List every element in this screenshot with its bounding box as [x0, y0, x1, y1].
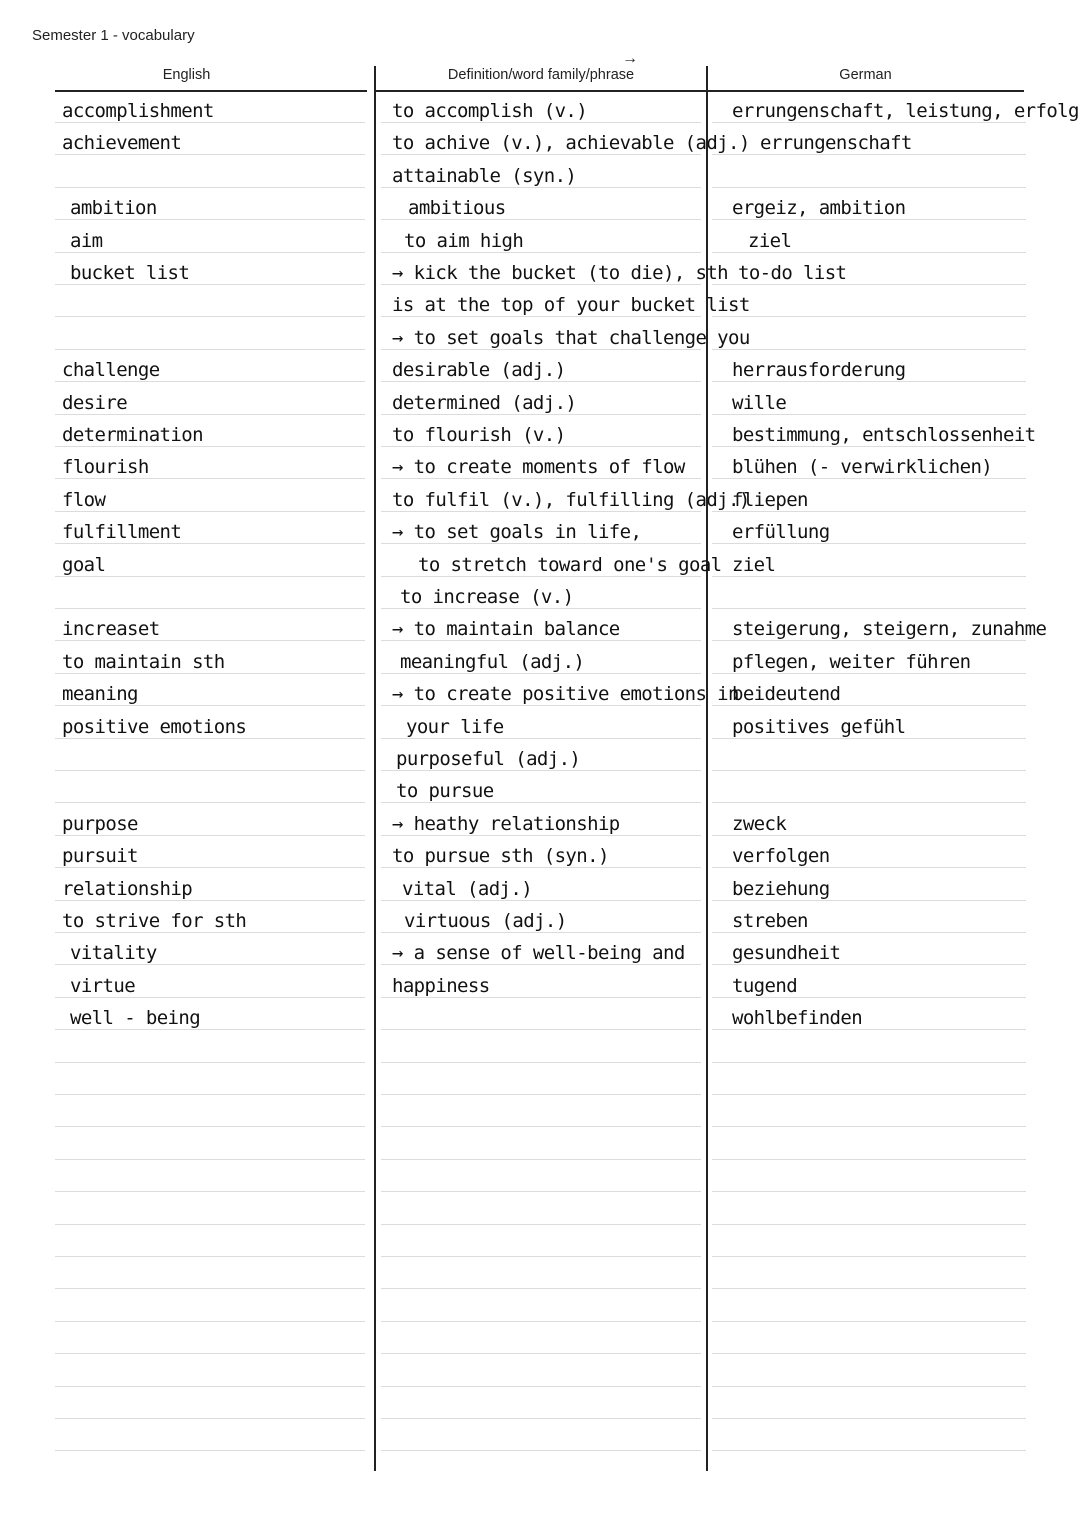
ruled-line — [712, 608, 1026, 609]
ruled-line — [55, 511, 365, 512]
ruled-line — [381, 543, 701, 544]
definition-entry: → to create moments of flow — [392, 456, 685, 479]
ruled-line — [55, 219, 365, 220]
definition-entry: determined (adj.) — [392, 391, 577, 414]
ruled-line — [712, 1224, 1026, 1225]
german-translation: herrausforderung — [732, 359, 906, 382]
ruled-line — [381, 1450, 701, 1451]
english-term: virtue — [70, 974, 136, 997]
definition-entry: virtuous (adj.) — [404, 910, 567, 932]
ruled-line — [55, 252, 365, 253]
english-column-header: English — [162, 67, 211, 83]
ruled-line — [55, 770, 365, 771]
ruled-line — [55, 738, 365, 739]
ruled-line — [712, 1450, 1026, 1451]
ruled-line — [381, 673, 701, 674]
ruled-line — [381, 349, 701, 350]
ruled-line — [55, 1159, 365, 1160]
german-translation: blühen (- verwirklichen) — [732, 456, 993, 479]
english-term: determination — [62, 424, 203, 446]
ruled-line — [55, 381, 365, 382]
ruled-line — [55, 316, 365, 317]
ruled-line — [712, 1126, 1026, 1127]
english-term: challenge — [62, 359, 160, 382]
ruled-line — [381, 1353, 701, 1354]
ruled-line — [712, 867, 1026, 868]
definition-entry: → to set goals in life, — [392, 521, 642, 544]
ruled-line — [55, 1256, 365, 1257]
ruled-line — [381, 1256, 701, 1257]
ruled-line — [712, 414, 1026, 415]
german-translation: verfolgen — [732, 845, 830, 868]
ruled-line — [712, 187, 1026, 188]
definition-entry: → heathy relationship — [392, 812, 620, 835]
ruled-line — [55, 1126, 365, 1127]
ruled-line — [381, 252, 701, 253]
english-term: pursuit — [62, 845, 138, 868]
german-translation: tugend — [732, 974, 798, 997]
ruled-line — [381, 802, 701, 803]
definition-entry: to aim high — [404, 229, 524, 252]
ruled-line — [55, 608, 365, 609]
english-term: well - being — [70, 1007, 201, 1030]
ruled-line — [712, 446, 1026, 447]
definition-entry: to increase (v.) — [400, 586, 574, 608]
ruled-line — [712, 1418, 1026, 1419]
ruled-line — [381, 1094, 701, 1095]
german-translation: zweck — [732, 812, 787, 835]
ruled-line — [55, 1450, 365, 1451]
ruled-line — [712, 543, 1026, 544]
ruled-line — [712, 284, 1026, 285]
ruled-line — [381, 1062, 701, 1063]
ruled-line — [712, 219, 1026, 220]
definition-entry: → a sense of well-being and — [392, 942, 685, 965]
ruled-line — [55, 1062, 365, 1063]
german-translation: positives gefühl — [732, 715, 906, 738]
arrow-annotation-icon: → — [622, 50, 638, 67]
definition-entry: to flourish (v.) — [392, 424, 566, 446]
german-translation: fliepen — [732, 488, 808, 511]
ruled-line — [381, 1386, 701, 1387]
english-term: ambition — [70, 197, 157, 220]
ruled-line — [712, 932, 1026, 933]
ruled-line — [55, 997, 365, 998]
english-term: desire — [62, 391, 128, 414]
definition-entry: your life — [406, 715, 504, 738]
ruled-line — [381, 1288, 701, 1289]
definition-entry: desirable (adj.) — [392, 359, 566, 382]
ruled-line — [381, 1029, 701, 1030]
ruled-line — [55, 284, 365, 285]
page-title: Semester 1 - vocabulary — [32, 27, 195, 44]
english-term: to maintain sth — [62, 650, 225, 673]
ruled-line — [712, 381, 1026, 382]
german-translation: beziehung — [732, 877, 830, 900]
ruled-line — [712, 1353, 1026, 1354]
definition-entry: → to create positive emotions in — [392, 683, 739, 706]
ruled-line — [712, 1256, 1026, 1257]
ruled-line — [381, 1321, 701, 1322]
ruled-line — [712, 511, 1026, 512]
definition-entry: → kick the bucket (to die), sth — [392, 262, 729, 284]
ruled-line — [381, 1418, 701, 1419]
definition-entry: to pursue — [396, 780, 494, 803]
ruled-line — [381, 900, 701, 901]
definition-entry: to stretch toward one's goal — [418, 553, 722, 576]
ruled-line — [55, 1353, 365, 1354]
english-term: meaning — [62, 683, 138, 706]
definition-entry: → to set goals that challenge you — [392, 326, 750, 349]
english-term: goal — [62, 553, 106, 576]
english-term: accomplishment — [62, 100, 214, 122]
ruled-line — [381, 770, 701, 771]
ruled-line — [55, 1321, 365, 1322]
ruled-line — [381, 284, 701, 285]
definition-entry: to pursue sth (syn.) — [392, 845, 609, 868]
definition-column-header: Definition/word family/phrase — [447, 67, 635, 83]
definition-entry: is at the top of your bucket list — [392, 294, 750, 317]
ruled-line — [55, 932, 365, 933]
ruled-line — [55, 414, 365, 415]
ruled-line — [55, 1191, 365, 1192]
definition-entry: attainable (syn.) — [392, 164, 577, 187]
german-translation: ergeiz, ambition — [732, 197, 906, 220]
german-translation: to-do list — [738, 262, 847, 284]
ruled-line — [381, 511, 701, 512]
ruled-line — [55, 478, 365, 479]
ruled-line — [381, 738, 701, 739]
ruled-line — [381, 446, 701, 447]
ruled-line — [381, 1159, 701, 1160]
definition-entry: vital (adj.) — [402, 877, 533, 900]
ruled-line — [381, 932, 701, 933]
ruled-line — [712, 252, 1026, 253]
ruled-line — [55, 900, 365, 901]
ruled-line — [55, 673, 365, 674]
ruled-line — [712, 738, 1026, 739]
ruled-line — [712, 1159, 1026, 1160]
ruled-line — [55, 187, 365, 188]
ruled-line — [55, 543, 365, 544]
ruled-line — [712, 1094, 1026, 1095]
german-translation: streben — [732, 910, 808, 932]
definition-entry: → to maintain balance — [392, 618, 620, 641]
german-translation: pflegen, weiter führen — [732, 650, 971, 673]
ruled-line — [55, 1386, 365, 1387]
german-translation: bestimmung, entschlossenheit — [732, 424, 1036, 446]
ruled-line — [712, 349, 1026, 350]
ruled-line — [55, 1094, 365, 1095]
ruled-line — [712, 576, 1026, 577]
german-translation: erfüllung — [732, 521, 830, 544]
german-translation: ziel — [732, 553, 776, 576]
english-term: to strive for sth — [62, 910, 247, 932]
ruled-line — [381, 381, 701, 382]
german-column-header: German — [839, 67, 892, 83]
ruled-line — [55, 154, 365, 155]
ruled-line — [712, 1386, 1026, 1387]
ruled-line — [712, 1062, 1026, 1063]
ruled-line — [55, 1029, 365, 1030]
ruled-line — [712, 835, 1026, 836]
ruled-line — [381, 1224, 701, 1225]
english-term: increaset — [62, 618, 160, 641]
ruled-line — [712, 997, 1026, 998]
english-term: relationship — [62, 877, 193, 900]
definition-entry: to fulfil (v.), fulfilling (adj.) — [392, 488, 750, 511]
english-term: vitality — [70, 942, 157, 965]
ruled-line — [55, 1418, 365, 1419]
ruled-line — [712, 640, 1026, 641]
german-translation: beideutend — [732, 683, 841, 706]
ruled-line — [381, 705, 701, 706]
german-translation: wille — [732, 391, 787, 414]
ruled-line — [55, 640, 365, 641]
ruled-line — [381, 964, 701, 965]
ruled-line — [712, 705, 1026, 706]
ruled-line — [381, 154, 701, 155]
english-term: aim — [70, 229, 103, 252]
definition-entry: to accomplish (v.) — [392, 100, 588, 122]
ruled-line — [712, 673, 1026, 674]
ruled-line — [712, 316, 1026, 317]
ruled-line — [381, 997, 701, 998]
german-translation: errungenschaft, leistung, erfolg — [732, 100, 1079, 122]
german-translation: gesundheit — [732, 942, 841, 965]
ruled-line — [381, 608, 701, 609]
ruled-line — [712, 1321, 1026, 1322]
ruled-line — [381, 867, 701, 868]
ruled-line — [55, 349, 365, 350]
definition-entry: purposeful (adj.) — [396, 748, 581, 770]
ruled-line — [55, 964, 365, 965]
ruled-line — [381, 187, 701, 188]
ruled-line — [712, 122, 1026, 123]
ruled-line — [381, 219, 701, 220]
ruled-line — [712, 1029, 1026, 1030]
ruled-line — [712, 478, 1026, 479]
ruled-line — [55, 1224, 365, 1225]
ruled-line — [381, 122, 701, 123]
german-translation: steigerung, steigern, zunahme — [732, 618, 1047, 641]
definition-entry: ambitious — [408, 197, 506, 220]
german-translation: wohlbefinden — [732, 1007, 863, 1030]
ruled-line — [55, 122, 365, 123]
ruled-line — [55, 446, 365, 447]
ruled-line — [381, 576, 701, 577]
ruled-line — [712, 154, 1026, 155]
english-term: purpose — [62, 812, 138, 835]
english-term: fulfillment — [62, 521, 182, 544]
english-term: positive emotions — [62, 715, 247, 738]
ruled-line — [381, 414, 701, 415]
ruled-line — [381, 1126, 701, 1127]
ruled-line — [381, 478, 701, 479]
ruled-line — [712, 802, 1026, 803]
english-term: bucket list — [70, 262, 190, 284]
ruled-line — [55, 835, 365, 836]
ruled-line — [381, 640, 701, 641]
ruled-line — [55, 867, 365, 868]
ruled-line — [381, 316, 701, 317]
english-term: achievement — [62, 132, 182, 155]
ruled-line — [712, 1288, 1026, 1289]
ruled-line — [55, 802, 365, 803]
ruled-line — [55, 705, 365, 706]
english-term: flourish — [62, 456, 149, 479]
ruled-line — [712, 964, 1026, 965]
ruled-line — [712, 900, 1026, 901]
ruled-line — [712, 770, 1026, 771]
ruled-line — [55, 1288, 365, 1289]
definition-entry: meaningful (adj.) — [400, 650, 585, 673]
definition-entry: to achive (v.), achievable (adj.) — [392, 132, 750, 155]
ruled-line — [381, 835, 701, 836]
german-translation: errungenschaft — [760, 132, 912, 155]
ruled-line — [712, 1191, 1026, 1192]
definition-entry: happiness — [392, 974, 490, 997]
ruled-line — [381, 1191, 701, 1192]
german-translation: ziel — [748, 229, 792, 252]
ruled-line — [55, 576, 365, 577]
english-term: flow — [62, 488, 106, 511]
